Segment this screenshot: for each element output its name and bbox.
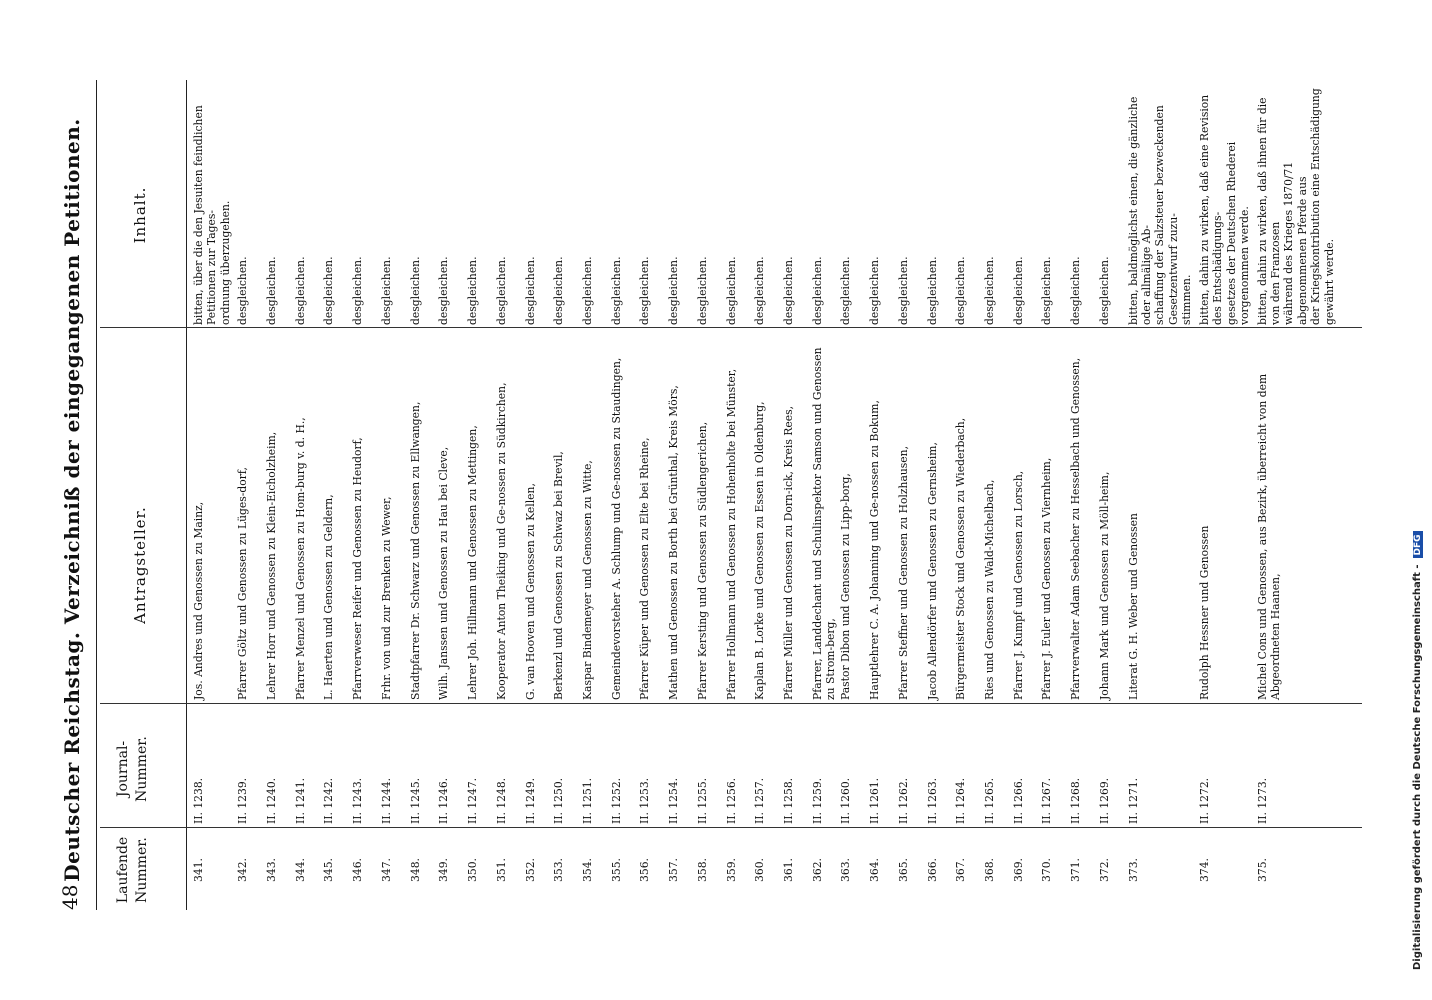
table-row (579, 80, 608, 910)
inhalt (753, 75, 766, 325)
journal-nummer: II. 1250. (552, 777, 566, 824)
laufende-nummer: 343. (265, 858, 279, 882)
journal-nummer: II. 1258. (781, 777, 795, 824)
inhalt (552, 75, 565, 325)
table-row (190, 80, 234, 910)
antragsteller: Pfarrverwalter Adam Seebacher zu Hesselbach und Genossen, (1069, 357, 1083, 700)
table-row (407, 80, 436, 910)
laufende-nummer: 351. (494, 858, 508, 882)
inhalt (380, 75, 393, 325)
inhalt-line: desgleichen. (408, 256, 422, 325)
inhalt-line: desgleichen. (437, 256, 451, 325)
inhalt-line: desgleichen. (322, 256, 336, 325)
antragsteller: Pfarrer Küper und Genossen zu Elte bei Rheine, (638, 437, 652, 700)
inhalt (409, 75, 422, 325)
laufende-nummer: 371. (1069, 858, 1083, 882)
inhalt (983, 75, 996, 325)
laufende-nummer: 368. (983, 858, 996, 882)
laufende-nummer: 361. (781, 858, 795, 882)
inhalt (954, 75, 967, 325)
antragsteller: Pfarrer Kersting und Genossen zu Südlengerichen, (695, 421, 709, 700)
antragsteller: Pfarrverweser Reifer und Genossen zu Heudorf, (351, 437, 365, 700)
journal-nummer: II. 1243. (351, 777, 365, 824)
journal-nummer: II. 1245. (408, 777, 422, 824)
inhalt (610, 75, 623, 325)
journal-nummer: II. 1251. (580, 777, 594, 824)
inhalt-line: desgleichen. (466, 256, 480, 325)
antragsteller: Wilh. Janssen und Genossen zu Hau bei Cleve, (437, 446, 451, 700)
inhalt-line: ordnung überzugehen. (218, 200, 232, 325)
inhalt (351, 75, 364, 325)
antragsteller: Jacob Allendörfer und Genossen zu Gernsheim, (925, 442, 939, 700)
journal-nummer: II. 1244. (379, 777, 393, 824)
laufende-nummer: 350. (466, 858, 480, 882)
inhalt-line: desgleichen. (351, 256, 365, 325)
journal-nummer: II. 1268. (1069, 777, 1083, 824)
journal-nummer: II. 1260. (839, 777, 853, 824)
header-journal-nummer: Journal- Nummer. (115, 736, 150, 802)
inhalt-line: bitten, baldmöglichst einen, die gänzliche oder allmälige Ab- (1126, 96, 1154, 325)
table-row (1067, 80, 1096, 910)
table-row (1096, 80, 1125, 910)
table-row (550, 80, 579, 910)
laufende-nummer: 345. (322, 858, 336, 882)
inhalt-line: desgleichen. (494, 256, 508, 325)
laufende-nummer: 349. (437, 858, 451, 882)
inhalt (466, 75, 479, 325)
laufende-nummer: 341. (192, 858, 205, 882)
petition-table (190, 80, 1338, 910)
inhalt-line: desgleichen. (810, 256, 824, 325)
inhalt-line: desgleichen. (379, 256, 393, 325)
laufende-nummer: 353. (552, 858, 566, 882)
dfg-logo: DFG (1413, 531, 1423, 558)
inhalt-line: desgleichen. (925, 256, 939, 325)
table-row (263, 80, 292, 910)
laufende-nummer: 362. (810, 858, 824, 882)
inhalt (1012, 75, 1025, 325)
table-row (349, 80, 378, 910)
laufende-nummer: 347. (379, 858, 393, 882)
table-row (981, 80, 1010, 910)
antragsteller: Gemeindevorsteher A. Schlump und Ge-nossen zu Staudingen, (609, 357, 623, 700)
inhalt-line: während des Krieges 1870/71 abgenommenen Pferde aus (1282, 161, 1309, 325)
journal-nummer: II. 1248. (494, 777, 508, 824)
laufende-nummer: 369. (1011, 858, 1025, 882)
laufende-nummer: 359. (724, 858, 738, 882)
antragsteller: Mathen und Genossen zu Borth bei Grünthal, Kreis Mörs, (667, 385, 681, 700)
antragsteller: Lehrer Horr und Genossen zu Klein-Eicholzheim, (265, 431, 279, 700)
table-row (924, 80, 953, 910)
table-row (435, 80, 464, 910)
table-row (665, 80, 694, 910)
laufende-nummer: 366. (925, 858, 939, 882)
table-row (320, 80, 349, 910)
table-row (694, 80, 723, 910)
inhalt-line: desgleichen. (523, 256, 537, 325)
inhalt-line: desgleichen. (552, 256, 566, 325)
inhalt-line: bitten, dahin zu wirken, daß ihnen für die von den Franzosen (1255, 97, 1282, 325)
journal-nummer: II. 1257. (753, 777, 767, 824)
table-row (608, 80, 637, 910)
table-row (866, 80, 895, 910)
header-inhalt: Inhalt. (131, 186, 149, 244)
antragsteller: Pfarrer J. Kumpf und Genossen zu Lorsch, (1011, 470, 1025, 700)
antragsteller: Frhr. von und zur Brenken zu Wewer, (379, 496, 393, 700)
inhalt (667, 75, 680, 325)
table-row (493, 80, 522, 910)
inhalt-line: desgleichen. (1040, 256, 1054, 325)
inhalt-line: desgleichen. (753, 256, 767, 325)
antragsteller: Pfarrer, Landdechant und Schulinspektor Samson und Genossen zu Strom-berg, (810, 347, 838, 700)
inhalt-line: desgleichen. (293, 256, 307, 325)
inhalt-line: desgleichen. (1069, 256, 1083, 325)
inhalt-line: stimmen. (1180, 274, 1194, 325)
antragsteller: Rudolph Hessner und Genossen (1197, 525, 1211, 700)
journal-nummer: II. 1272. (1197, 777, 1211, 824)
digitization-credit: Digitalisierung gefördert durch die Deutsche Forschungsgemeinschaft -DFG (1412, 531, 1423, 970)
inhalt-line: desgleichen. (667, 256, 681, 325)
inhalt (696, 75, 709, 325)
inhalt-line: desgleichen. (1097, 256, 1111, 325)
inhalt-line: desgleichen. (695, 256, 709, 325)
laufende-nummer: 355. (609, 858, 623, 882)
antragsteller: Pfarrer Müller und Genossen zu Dorn-ick, Kreis Rees, (781, 405, 795, 700)
journal-nummer: II. 1261. (868, 777, 882, 824)
journal-nummer: II. 1255. (695, 777, 709, 824)
antragsteller: Michel Cons und Genossen, aus Bezirk, überreicht von dem Abgeordneten Haanen, (1255, 373, 1282, 700)
laufende-nummer: 373. (1126, 858, 1140, 882)
laufende-nummer: 358. (695, 858, 709, 882)
table-row (1254, 80, 1339, 910)
inhalt-line: desgleichen. (265, 256, 279, 325)
inhalt (811, 75, 824, 325)
inhalt-line: desgleichen. (781, 256, 795, 325)
inhalt (581, 75, 594, 325)
inhalt (437, 75, 450, 325)
table-row (292, 80, 321, 910)
journal-nummer: II. 1262. (896, 777, 910, 824)
inhalt (1256, 75, 1337, 325)
laufende-nummer: 370. (1040, 858, 1054, 882)
antragsteller: Pastor Dibon und Genossen zu Lipp-borg, (839, 473, 853, 700)
table-row (464, 80, 493, 910)
header-rule (186, 80, 187, 910)
inhalt (265, 75, 278, 325)
inhalt (322, 75, 335, 325)
table-row (780, 80, 809, 910)
journal-nummer: II. 1240. (265, 777, 279, 824)
inhalt (638, 75, 651, 325)
journal-nummer: II. 1263. (925, 777, 939, 824)
antragsteller: Literat G. H. Weber und Genossen (1126, 513, 1140, 700)
inhalt (1069, 75, 1082, 325)
journal-nummer: II. 1253. (638, 777, 652, 824)
inhalt-line: desgleichen. (580, 256, 594, 325)
inhalt (926, 75, 939, 325)
laufende-nummer: 374. (1197, 858, 1211, 882)
journal-nummer: II. 1238. (192, 777, 205, 824)
antragsteller: Pfarrer Steffner und Genossen zu Holzhausen, (896, 446, 910, 700)
inhalt (868, 75, 881, 325)
inhalt-line: desgleichen. (609, 256, 623, 325)
journal-nummer: II. 1259. (810, 777, 824, 824)
inhalt (839, 75, 852, 325)
inhalt (1098, 75, 1111, 325)
journal-nummer: II. 1247. (466, 777, 480, 824)
antragsteller: Stadtpfarrer Dr. Schwarz und Genossen zu Ellwangen, (408, 401, 422, 700)
inhalt-line: desgleichen. (1011, 256, 1025, 325)
inhalt-line: schaffung der Salzsteuer bezweckenden Gesetzentwurf zuzu- (1153, 105, 1180, 325)
inhalt (1040, 75, 1053, 325)
journal-nummer: II. 1266. (1011, 777, 1025, 824)
laufende-nummer: 364. (868, 858, 882, 882)
laufende-nummer: 365. (896, 858, 910, 882)
journal-nummer: II. 1273. (1255, 777, 1269, 824)
page-title: Deutscher Reichstag. Verzeichniß der eingegangenen Petitionen. (60, 118, 84, 882)
journal-nummer: II. 1264. (954, 777, 968, 824)
table-row (952, 80, 981, 910)
antragsteller: Ries und Genossen zu Wald-Michelbach, (983, 479, 996, 700)
laufende-nummer: 352. (523, 858, 537, 882)
table-row (895, 80, 924, 910)
antragsteller: L. Haerten und Genossen zu Geldern, (322, 494, 336, 700)
antragsteller: Pfarrer Göltz und Genossen zu Lüges-dorf, (236, 467, 250, 700)
table-row (809, 80, 838, 910)
inhalt (495, 75, 508, 325)
antragsteller: Lehrer Joh. Hillmann und Genossen zu Mettingen, (466, 425, 480, 700)
antragsteller: Jos. Andres und Genossen zu Mainz, (192, 501, 205, 700)
inhalt-line: desgleichen. (868, 256, 882, 325)
laufende-nummer: 354. (580, 858, 594, 882)
journal-nummer: II. 1267. (1040, 777, 1054, 824)
inhalt (1127, 75, 1194, 325)
antragsteller: Bürgermeister Stock und Genossen zu Wiederbach, (954, 417, 968, 700)
inhalt-line: desgleichen. (638, 256, 652, 325)
table-row (1125, 80, 1196, 910)
table-row (234, 80, 263, 910)
table-header (100, 80, 184, 910)
header-laufende-nummer: Laufende Nummer. (115, 836, 150, 904)
inhalt-line: desgleichen. (839, 256, 853, 325)
journal-nummer: II. 1239. (236, 777, 250, 824)
laufende-nummer: 372. (1097, 858, 1111, 882)
inhalt-line: desgleichen. (236, 256, 250, 325)
journal-nummer: II. 1254. (667, 777, 681, 824)
table-row (1196, 80, 1254, 910)
inhalt (192, 75, 232, 325)
journal-nummer: II. 1265. (983, 777, 996, 824)
inhalt (725, 75, 738, 325)
table-row (1038, 80, 1067, 910)
inhalt (524, 75, 537, 325)
inhalt (782, 75, 795, 325)
laufende-nummer: 360. (753, 858, 767, 882)
journal-nummer: II. 1271. (1126, 777, 1140, 824)
laufende-nummer: 375. (1255, 858, 1269, 882)
table-row (522, 80, 551, 910)
journal-nummer: II. 1242. (322, 777, 336, 824)
antragsteller: Berkenzl und Genossen zu Schwaz bei Brevil, (552, 451, 566, 700)
laufende-nummer: 344. (293, 858, 307, 882)
journal-nummer: II. 1246. (437, 777, 451, 824)
journal-nummer: II. 1252. (609, 777, 623, 824)
antragsteller: Pfarrer Hollmann und Genossen zu Hohenholte bei Münster, (724, 368, 738, 700)
inhalt-line: desgleichen. (983, 256, 996, 325)
table-row (751, 80, 780, 910)
laufende-nummer: 363. (839, 858, 853, 882)
laufende-nummer: 357. (667, 858, 681, 882)
inhalt-line: bitten, über die den Jesuiten feindlichen Petitionen zur Tages- (192, 105, 219, 325)
top-rule (96, 80, 97, 910)
antragsteller: G. van Hooven und Genossen zu Kellen, (523, 483, 537, 700)
antragsteller: Kaplan B. Lorke und Genossen zu Essen in Oldenburg, (753, 401, 767, 700)
journal-nummer: II. 1241. (293, 777, 307, 824)
inhalt (294, 75, 307, 325)
table-row (837, 80, 866, 910)
antragsteller: Hauptlehrer C. A. Johanning und Ge-nossen zu Bokum, (868, 400, 882, 700)
laufende-nummer: 367. (954, 858, 968, 882)
header-antragsteller: Antragsteller. (131, 506, 149, 624)
laufende-nummer: 348. (408, 858, 422, 882)
table-row (378, 80, 407, 910)
page-number: 48 (58, 884, 82, 910)
inhalt-line: der Kriegskontribution eine Entschädigung gewährt werde. (1309, 88, 1336, 325)
antragsteller: Johann Mark und Genossen zu Möll-heim, (1097, 471, 1111, 700)
laufende-nummer: 356. (638, 858, 652, 882)
journal-nummer: II. 1256. (724, 777, 738, 824)
inhalt-line: gesetzes der Deutschen Rhederei vorgenommen werde. (1224, 141, 1252, 325)
inhalt (236, 75, 249, 325)
table-row (1010, 80, 1039, 910)
antragsteller: Pfarrer Menzel und Genossen zu Hom-burg v. d. H., (293, 417, 307, 700)
inhalt (897, 75, 910, 325)
table-row (636, 80, 665, 910)
inhalt-line: desgleichen. (896, 256, 910, 325)
antragsteller: Pfarrer J. Euler und Genossen zu Viernheim, (1040, 457, 1054, 700)
inhalt-line: desgleichen. (724, 256, 738, 325)
inhalt-line: bitten, dahin zu wirken, daß eine Revision des Entschädigungs- (1197, 94, 1225, 325)
laufende-nummer: 342. (236, 858, 250, 882)
antragsteller: Kaspar Bindemeyer und Genossen zu Witte, (580, 460, 594, 700)
antragsteller: Kooperator Anton Theiking und Ge-nossen zu Südkirchen, (494, 382, 508, 700)
inhalt (1198, 75, 1252, 325)
journal-nummer: II. 1269. (1097, 777, 1111, 824)
table-row (723, 80, 752, 910)
laufende-nummer: 346. (351, 858, 365, 882)
inhalt-line: desgleichen. (954, 256, 968, 325)
journal-nummer: II. 1249. (523, 777, 537, 824)
